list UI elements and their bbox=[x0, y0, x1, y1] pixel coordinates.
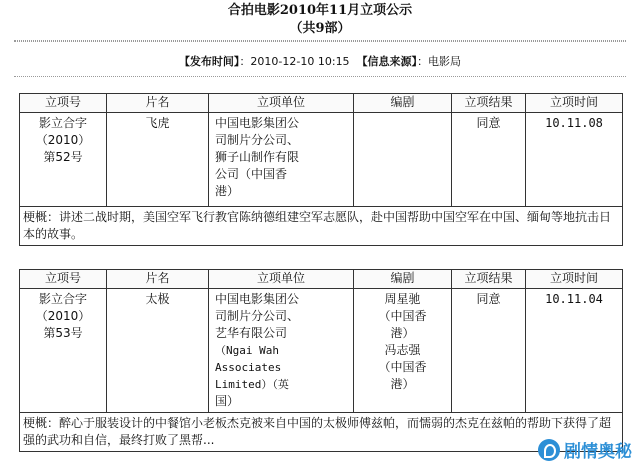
page-subtitle: （共9部） bbox=[289, 21, 351, 36]
number-line: 影立合字 bbox=[38, 292, 87, 306]
header-number: 立项号 bbox=[20, 270, 107, 289]
page-title: 合拍电影2010年11月立项公示 bbox=[227, 3, 413, 18]
synopsis-row bbox=[20, 413, 623, 452]
divider-mid bbox=[14, 76, 626, 77]
unit-line: 公司（中国香 bbox=[215, 167, 288, 181]
film-title: 太极 bbox=[107, 289, 209, 413]
unit-line: Associates bbox=[215, 361, 282, 374]
record-number bbox=[20, 289, 107, 413]
writer-line: 港） bbox=[390, 377, 415, 391]
number-line: 第52号 bbox=[43, 150, 83, 164]
table-row bbox=[20, 289, 623, 413]
record-table-2 bbox=[19, 269, 623, 452]
writer-line: 周星驰 bbox=[384, 292, 421, 306]
screenwriter bbox=[354, 113, 452, 207]
approval-result: 同意 bbox=[452, 113, 526, 207]
synopsis-row bbox=[20, 207, 623, 246]
source-label: 【信息来源】 bbox=[356, 55, 418, 68]
header-unit: 立项单位 bbox=[209, 94, 354, 113]
header-number: 立项号 bbox=[20, 94, 107, 113]
unit-line: 司制片分公司、 bbox=[215, 133, 300, 147]
unit-line: 艺华有限公司 bbox=[215, 326, 288, 340]
table-row bbox=[20, 113, 623, 207]
header-writer: 编剧 bbox=[354, 270, 452, 289]
number-line: 第53号 bbox=[43, 326, 83, 340]
publish-time-label: 【发布时间】 bbox=[178, 55, 240, 68]
unit-line: Limited）（英 bbox=[215, 378, 289, 391]
watermark bbox=[538, 437, 632, 462]
table-header-row bbox=[20, 270, 623, 289]
header-film: 片名 bbox=[107, 270, 209, 289]
unit-line: （Ngai Wah bbox=[215, 344, 279, 357]
meta-line bbox=[0, 55, 640, 69]
header-date: 立项时间 bbox=[526, 270, 623, 289]
number-line: （2010） bbox=[35, 309, 91, 323]
header-result: 立项结果 bbox=[452, 270, 526, 289]
writer-line: 冯志强 bbox=[384, 343, 421, 357]
writer-line: （中国香 bbox=[378, 309, 427, 323]
header-unit: 立项单位 bbox=[209, 270, 354, 289]
unit-line: 港） bbox=[215, 184, 240, 198]
approval-date: 10.11.08 bbox=[526, 113, 623, 207]
writer-line: 港） bbox=[390, 326, 415, 340]
header-date: 立项时间 bbox=[526, 94, 623, 113]
record-number bbox=[20, 113, 107, 207]
unit-line: 司制片分公司、 bbox=[215, 309, 300, 323]
publish-time-value: ：2010-12-10 10:15 bbox=[239, 55, 350, 68]
approval-result: 同意 bbox=[452, 289, 526, 413]
table-header-row bbox=[20, 94, 623, 113]
watermark-text: 剧情奥秘 bbox=[564, 442, 632, 462]
logo-icon bbox=[538, 439, 560, 461]
number-line: 影立合字 bbox=[38, 116, 87, 130]
unit-line: 中国电影集团公 bbox=[215, 116, 300, 130]
divider-top-2 bbox=[14, 41, 626, 42]
approval-date: 10.11.04 bbox=[526, 289, 623, 413]
source-value: ：电影局 bbox=[417, 55, 462, 68]
number-line: （2010） bbox=[35, 133, 91, 147]
synopsis: 梗概：醉心于服装设计的中餐馆小老板杰克被来自中国的太极师傅兹帕，而懦弱的杰克在兹帕的帮助下获得了超强的武功和自信，最终打败了黑帮... bbox=[20, 413, 623, 452]
unit-line: 中国电影集团公 bbox=[215, 292, 300, 306]
synopsis: 梗概：讲述二战时期，美国空军飞行教官陈纳德组建空军志愿队，赴中国帮助中国空军在中国、缅甸等地抗击日本的故事。 bbox=[20, 207, 623, 246]
writer-line: （中国香 bbox=[378, 360, 427, 374]
record-table-1 bbox=[19, 93, 623, 246]
header-result: 立项结果 bbox=[452, 94, 526, 113]
screenwriter bbox=[354, 289, 452, 413]
header-film: 片名 bbox=[107, 94, 209, 113]
film-title: 飞虎 bbox=[107, 113, 209, 207]
production-unit bbox=[209, 289, 354, 413]
production-unit bbox=[209, 113, 354, 207]
header-writer: 编剧 bbox=[354, 94, 452, 113]
unit-line: 国） bbox=[215, 394, 240, 408]
unit-line: 狮子山制作有限 bbox=[215, 150, 300, 164]
